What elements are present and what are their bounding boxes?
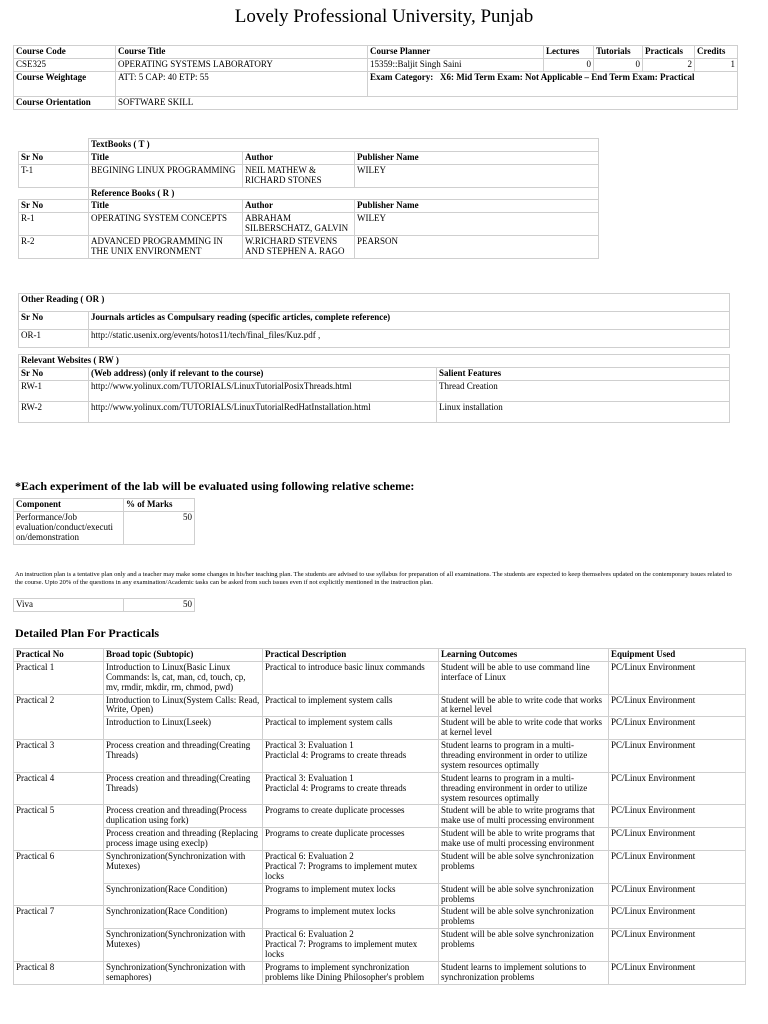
table-row <box>14 599 195 612</box>
col-sr-no: Sr No <box>19 367 89 380</box>
table-row <box>14 961 746 984</box>
salient-feature: Thread Creation <box>437 380 730 401</box>
exam-category-value: X6: Mid Term Exam: Not Applicable – End Term Exam: Practical <box>439 71 695 82</box>
learning-outcome: Student learns to implement solutions to synchronization problems <box>439 961 609 984</box>
equipment-used: PC/Linux Environment <box>609 717 746 740</box>
course-planner-header: Course Planner <box>368 46 544 59</box>
spacer <box>19 139 89 152</box>
practical-description: Practical 6: Evaluation 2 Practical 7: Programs to implement mutex locks <box>263 851 439 884</box>
book-title: ADVANCED PROGRAMMING IN THE UNIX ENVIRONMENT <box>89 236 243 259</box>
table-row <box>19 213 599 236</box>
exam-category-label: Exam Category: <box>370 71 434 82</box>
col-marks: % of Marks <box>124 499 195 512</box>
table-row <box>14 805 746 828</box>
learning-outcome: Student will be able solve synchronization problems <box>439 929 609 962</box>
reference-heading-row <box>19 187 599 200</box>
practical-description: Practical 3: Evaluation 1 Practiclal 4: Programs to create threads <box>263 772 439 805</box>
col-title: Title <box>89 151 243 164</box>
col-web-address: (Web address) (only if relevant to the course) <box>89 367 437 380</box>
table-row <box>14 851 746 884</box>
broad-topic: Synchronization(Synchronization with semaphores) <box>104 961 263 984</box>
practical-no: Practical 1 <box>14 661 104 694</box>
viva-table <box>13 598 195 612</box>
sr-no: T-1 <box>19 164 89 187</box>
course-weightage-row <box>14 71 738 96</box>
equipment-used: PC/Linux Environment <box>609 772 746 805</box>
textbooks-header-row <box>19 151 599 164</box>
university-title: Lovely Professional University, Punjab <box>234 6 534 27</box>
learning-outcome: Student learns to program in a multi-threading environment in order to utilize system resources optimally <box>439 740 609 773</box>
sr-no: R-2 <box>19 236 89 259</box>
table-row <box>14 906 746 929</box>
orientation-value: SOFTWARE SKILL <box>116 96 738 109</box>
other-reading-header-row <box>19 312 730 330</box>
book-publisher: WILEY <box>355 164 599 187</box>
learning-outcome: Student will be able to write programs that make use of multi processing environment <box>439 805 609 828</box>
websites-heading-row <box>19 355 730 368</box>
col-publisher: Publisher Name <box>355 200 599 213</box>
other-reading-heading: Other Reading ( OR ) <box>19 294 730 312</box>
practical-no: Practical 3 <box>14 740 104 773</box>
practicals-plan-table <box>13 648 746 985</box>
sr-no: RW-2 <box>19 401 89 422</box>
tutorials-header: Tutorials <box>594 46 643 59</box>
learning-outcome: Student will be able solve synchronization problems <box>439 851 609 884</box>
component: Performance/Job evaluation/conduct/executi on/demonstration <box>14 511 124 544</box>
exam-category <box>368 71 738 96</box>
col-description: Practical Description <box>263 649 439 662</box>
marks-table <box>13 498 195 545</box>
websites-heading: Relevant Websites ( RW ) <box>19 355 730 368</box>
credits-value: 1 <box>695 58 738 71</box>
col-sr-no: Sr No <box>19 151 89 164</box>
col-journal: Journals articles as Compulsary reading (specific articles, complete reference) <box>89 312 730 330</box>
sr-no: OR-1 <box>19 330 89 348</box>
equipment-used: PC/Linux Environment <box>609 961 746 984</box>
col-salient-features: Salient Features <box>437 367 730 380</box>
broad-topic: Introduction to Linux(Basic Linux Commands: ls, cat, man, cd, touch, cp, mv, rmdir, mkdir, rm, chmod, pwd) <box>104 661 263 694</box>
practical-description: Programs to implement mutex locks <box>263 906 439 929</box>
books-table <box>18 138 599 259</box>
journal-reference[interactable]: http://static.usenix.org/events/hotos11/tech/final_files/Kuz.pdf , <box>89 330 730 348</box>
table-row <box>14 772 746 805</box>
practical-no: Practical 6 <box>14 851 104 906</box>
col-publisher: Publisher Name <box>355 151 599 164</box>
learning-outcome: Student will be able solve synchronization problems <box>439 906 609 929</box>
book-publisher: WILEY <box>355 213 599 236</box>
broad-topic: Introduction to Linux(System Calls: Read, Write, Open) <box>104 694 263 717</box>
viva-marks: 50 <box>124 599 195 612</box>
sr-no: R-1 <box>19 213 89 236</box>
practical-description: Practical 3: Evaluation 1 Practiclal 4: Programs to create threads <box>263 740 439 773</box>
orientation-label: Course Orientation <box>14 96 116 109</box>
plan-body <box>14 661 746 984</box>
table-row <box>14 694 746 717</box>
evaluation-heading: *Each experiment of the lab will be evaluated using following relative scheme: <box>15 479 415 493</box>
websites-header-row <box>19 367 730 380</box>
col-sr-no: Sr No <box>19 312 89 330</box>
textbooks-heading: TextBooks ( T ) <box>89 139 599 152</box>
practical-description: Practical to implement system calls <box>263 694 439 717</box>
book-author: ABRAHAM SILBERSCHATZ, GALVIN <box>243 213 355 236</box>
practical-description: Programs to create duplicate processes <box>263 805 439 828</box>
table-row <box>14 661 746 694</box>
web-address[interactable]: http://www.yolinux.com/TUTORIALS/LinuxTutorialRedHatInstallation.html <box>89 401 437 422</box>
plan-header-row <box>14 649 746 662</box>
broad-topic: Process creation and threading(Creating Threads) <box>104 740 263 773</box>
learning-outcome: Student will be able to use command line interface of Linux <box>439 661 609 694</box>
equipment-used: PC/Linux Environment <box>609 883 746 906</box>
book-publisher: PEARSON <box>355 236 599 259</box>
table-row <box>19 380 730 401</box>
col-sr-no: Sr No <box>19 200 89 213</box>
other-reading-heading-row <box>19 294 730 312</box>
practicals-header: Practicals <box>643 46 695 59</box>
broad-topic: Synchronization(Race Condition) <box>104 906 263 929</box>
learning-outcome: Student will be able to write code that works at kernel level <box>439 717 609 740</box>
equipment-used: PC/Linux Environment <box>609 740 746 773</box>
broad-topic: Synchronization(Synchronization with Mutexes) <box>104 929 263 962</box>
broad-topic: Synchronization(Race Condition) <box>104 883 263 906</box>
table-row <box>19 330 730 348</box>
reference-books-heading: Reference Books ( R ) <box>89 187 599 200</box>
course-code: CSE325 <box>14 58 116 71</box>
broad-topic: Process creation and threading(Creating Threads) <box>104 772 263 805</box>
table-row <box>14 929 746 962</box>
practical-no: Practical 8 <box>14 961 104 984</box>
viva-label: Viva <box>14 599 124 612</box>
equipment-used: PC/Linux Environment <box>609 906 746 929</box>
sr-no: RW-1 <box>19 380 89 401</box>
course-code-header: Course Code <box>14 46 116 59</box>
salient-feature: Linux installation <box>437 401 730 422</box>
reference-header-row <box>19 200 599 213</box>
marks-value: 50 <box>124 511 195 544</box>
col-broad-topic: Broad topic (Subtopic) <box>104 649 263 662</box>
practical-no: Practical 2 <box>14 694 104 740</box>
equipment-used: PC/Linux Environment <box>609 828 746 851</box>
table-row <box>14 717 746 740</box>
col-author: Author <box>243 200 355 213</box>
table-row <box>19 164 599 187</box>
learning-outcome: Student will be able to write code that works at kernel level <box>439 694 609 717</box>
book-title: BEGINING LINUX PROGRAMMING <box>89 164 243 187</box>
marks-header-row <box>14 499 195 512</box>
course-value-row <box>14 58 738 71</box>
course-planner: 15359::Baljit Singh Saini <box>368 58 544 71</box>
websites-table <box>18 354 730 423</box>
table-row <box>14 883 746 906</box>
book-author: NEIL MATHEW & RICHARD STONES <box>243 164 355 187</box>
practical-description: Practical to implement system calls <box>263 717 439 740</box>
practical-description: Programs to implement synchronization problems like Dining Philosopher's problem <box>263 961 439 984</box>
book-title: OPERATING SYSTEM CONCEPTS <box>89 213 243 236</box>
learning-outcome: Student will be able solve synchronization problems <box>439 883 609 906</box>
practical-description: Practical to introduce basic linux commands <box>263 661 439 694</box>
other-reading-table <box>18 293 730 348</box>
learning-outcome: Student learns to program in a multi-threading environment in order to utilize system resources optimally <box>439 772 609 805</box>
textbooks-heading-row <box>19 139 599 152</box>
tutorials-value: 0 <box>594 58 643 71</box>
practical-no: Practical 7 <box>14 906 104 961</box>
col-author: Author <box>243 151 355 164</box>
equipment-used: PC/Linux Environment <box>609 694 746 717</box>
course-title: OPERATING SYSTEMS LABORATORY <box>116 58 368 71</box>
table-row <box>14 740 746 773</box>
learning-outcome: Student will be able to write programs that make use of multi processing environment <box>439 828 609 851</box>
credits-header: Credits <box>695 46 738 59</box>
col-learning-outcomes: Learning Outcomes <box>439 649 609 662</box>
equipment-used: PC/Linux Environment <box>609 929 746 962</box>
broad-topic: Process creation and threading (Replacing process image using execlp) <box>104 828 263 851</box>
lectures-header: Lectures <box>544 46 594 59</box>
book-author: W.RICHARD STEVENS AND STEPHEN A. RAGO <box>243 236 355 259</box>
instruction-note: An instruction plan is a tentative plan only and a teacher may make some changes in his/her teaching plan. The students are advised to use syllabus for preparation of all examinations. The students are expected to keep themselves updated on the contemporary issues related to the course. Upto 20% of the questions in any examination/Academic tasks can be asked from such issues even if not explicitly mentioned in the instruction plan. <box>15 571 732 586</box>
col-equipment: Equipment Used <box>609 649 746 662</box>
detailed-plan-heading: Detailed Plan For Practicals <box>15 626 160 640</box>
practicals-value: 2 <box>643 58 695 71</box>
broad-topic: Introduction to Linux(Lseek) <box>104 717 263 740</box>
col-title: Title <box>89 200 243 213</box>
web-address[interactable]: http://www.yolinux.com/TUTORIALS/LinuxTutorialPosixThreads.html <box>89 380 437 401</box>
equipment-used: PC/Linux Environment <box>609 661 746 694</box>
lectures-value: 0 <box>544 58 594 71</box>
weightage-label: Course Weightage <box>14 71 116 96</box>
course-orientation-row <box>14 96 738 109</box>
table-row <box>19 236 599 259</box>
course-info-table <box>13 45 738 110</box>
practical-description: Practical 6: Evaluation 2 Practical 7: Programs to implement mutex locks <box>263 929 439 962</box>
practical-description: Programs to implement mutex locks <box>263 883 439 906</box>
broad-topic: Process creation and threading(Process duplication using fork) <box>104 805 263 828</box>
equipment-used: PC/Linux Environment <box>609 851 746 884</box>
spacer <box>19 187 89 200</box>
equipment-used: PC/Linux Environment <box>609 805 746 828</box>
table-row <box>14 511 195 544</box>
weightage-value: ATT: 5 CAP: 40 ETP: 55 <box>116 71 368 96</box>
broad-topic: Synchronization(Synchronization with Mutexes) <box>104 851 263 884</box>
table-row <box>14 828 746 851</box>
practical-no: Practical 4 <box>14 772 104 805</box>
course-header-row <box>14 46 738 59</box>
col-practical-no: Practical No <box>14 649 104 662</box>
col-component: Component <box>14 499 124 512</box>
table-row <box>19 401 730 422</box>
practical-description: Programs to create duplicate processes <box>263 828 439 851</box>
course-title-header: Course Title <box>116 46 368 59</box>
practical-no: Practical 5 <box>14 805 104 851</box>
